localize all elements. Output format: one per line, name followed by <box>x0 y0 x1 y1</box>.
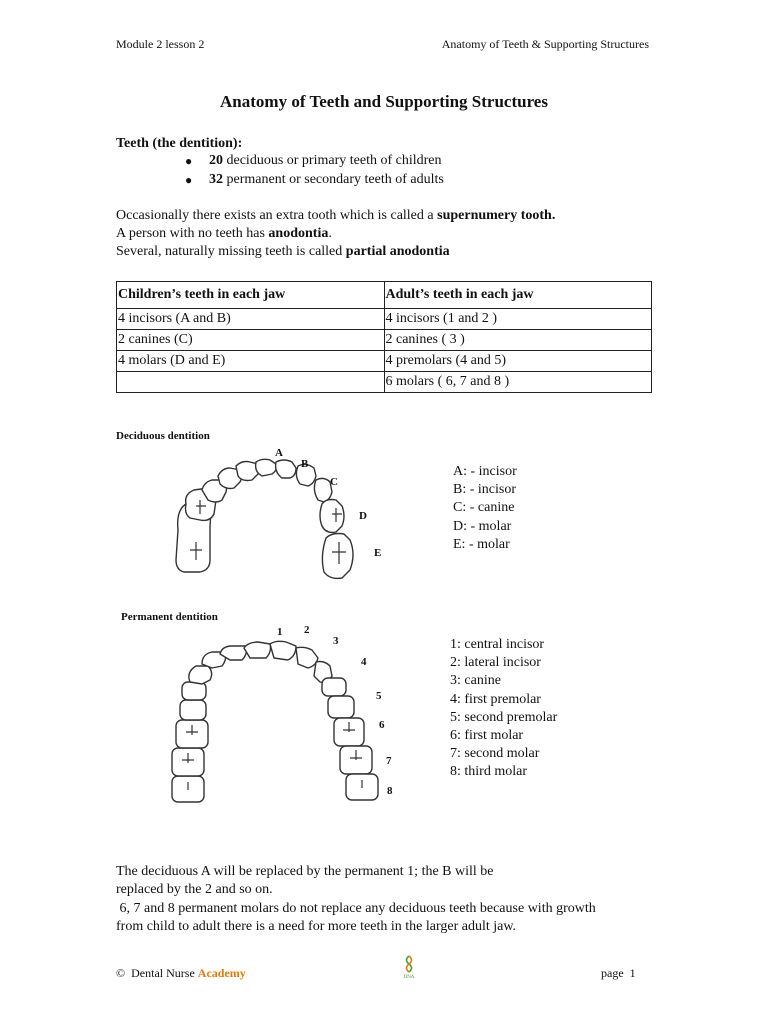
table-cell: 4 molars (D and E) <box>117 351 385 372</box>
molar-tooth <box>322 534 353 579</box>
deciduous-legend <box>453 463 517 554</box>
paragraph-line: The deciduous A will be replaced by the permanent 1; the B will be <box>116 864 494 879</box>
tooth-number-1: 1 <box>277 626 283 638</box>
paragraph-line: from child to adult there is a need for more teeth in the larger adult jaw. <box>116 918 517 934</box>
deciduous-dentition-label: Deciduous dentition <box>116 430 210 442</box>
legend-item: A: - incisor <box>453 464 517 479</box>
premolar-tooth <box>180 700 206 720</box>
dna-logo-icon <box>398 955 420 979</box>
legend-item: 5: second premolar <box>450 709 558 725</box>
bullet-text: deciduous or primary teeth of children <box>223 153 442 168</box>
tooth-number-4: 4 <box>361 656 367 668</box>
paragraph-text: Occasionally there exists an extra tooth which is called a <box>116 208 438 223</box>
legend-item: C: - canine <box>453 500 515 516</box>
paragraph-line: 6, 7 and 8 permanent molars do not replace any deciduous teeth because with growth <box>116 900 596 916</box>
footer-page <box>601 966 636 981</box>
dentition-heading: Teeth (the dentition): <box>116 136 243 151</box>
bullet-icon: ● <box>185 154 193 168</box>
legend-item: D: - molar <box>453 518 512 534</box>
legend-item: B: - incisor <box>453 482 516 498</box>
list-item <box>185 171 444 189</box>
premolar-tooth <box>322 678 346 696</box>
incisor-tooth <box>244 642 271 658</box>
legend-item: 7: second molar <box>450 746 540 762</box>
footer-brand <box>116 966 246 981</box>
table-row <box>117 309 652 330</box>
closing-paragraph <box>116 863 676 936</box>
tooth-number-3: 3 <box>333 635 339 647</box>
paragraph-text: Several, naturally missing teeth is called <box>116 244 346 259</box>
table-cell <box>117 372 385 393</box>
table-row <box>117 372 652 393</box>
bullet-number: 20 <box>209 153 223 168</box>
table-header-cell: Adult’s teeth in each jaw <box>384 282 652 309</box>
tooth-number-8: 8 <box>387 785 393 797</box>
table-row <box>117 351 652 372</box>
copyright-symbol: © <box>116 966 126 980</box>
legend-item: E: - molar <box>453 536 510 552</box>
logo-text: DNA <box>403 975 415 979</box>
page-title: Anatomy of Teeth and Supporting Structures <box>220 92 548 111</box>
premolar-tooth <box>328 696 354 718</box>
header-module: Module 2 lesson 2 <box>116 37 205 51</box>
tooth-number-7: 7 <box>386 755 392 767</box>
tooth-letter-e: E <box>374 547 382 559</box>
legend-item: 1: central incisor <box>450 637 545 652</box>
tooth-letter-c: C <box>330 476 338 488</box>
table-header-row <box>117 282 652 309</box>
legend-item: 8: third molar <box>450 764 527 780</box>
legend-item: 2: lateral incisor <box>450 655 541 671</box>
paragraph-line: replaced by the 2 and so on. <box>116 882 273 898</box>
table-cell: 2 canines (C) <box>117 330 385 351</box>
table-cell: 6 molars ( 6, 7 and 8 ) <box>384 372 652 393</box>
incisor-tooth <box>296 647 318 668</box>
permanent-dentition-diagram <box>150 620 410 810</box>
tooth-letter-b: B <box>301 458 309 470</box>
list-item <box>185 152 441 170</box>
page-label: page <box>601 966 630 980</box>
deciduous-dentition-diagram <box>160 440 400 590</box>
paragraph-term: supernumery tooth. <box>437 208 556 223</box>
legend-item: 3: canine <box>450 673 501 689</box>
legend-item: 6: first molar <box>450 728 524 744</box>
brand-accent: Academy <box>197 966 246 980</box>
tooth-letter-a: A <box>275 447 283 459</box>
premolar-tooth <box>182 682 206 700</box>
bullet-icon: ● <box>185 173 193 187</box>
paragraph-text: . <box>328 226 332 241</box>
table-header-cell: Children’s teeth in each jaw <box>117 282 385 309</box>
table-cell: 4 incisors (1 and 2 ) <box>384 309 652 330</box>
paragraph-anodontia <box>116 225 332 243</box>
molar-tooth <box>320 500 344 533</box>
page-number: 1 <box>629 966 636 980</box>
table-row <box>117 330 652 351</box>
incisor-tooth <box>270 641 296 660</box>
tooth-letter-d: D <box>359 510 367 522</box>
paragraph-supernumery <box>116 207 555 225</box>
incisor-tooth <box>256 459 277 476</box>
bullet-number: 32 <box>209 172 223 187</box>
paragraph-text: A person with no teeth has <box>116 226 269 241</box>
incisor-tooth <box>276 460 296 478</box>
teeth-per-jaw-table <box>116 281 652 393</box>
table-cell: 2 canines ( 3 ) <box>384 330 652 351</box>
paragraph-term: partial anodontia <box>345 244 450 259</box>
bullet-text: permanent or secondary teeth of adults <box>223 172 444 187</box>
legend-item: 4: first premolar <box>450 691 541 707</box>
canine-tooth <box>189 666 212 684</box>
table-cell: 4 premolars (4 and 5) <box>384 351 652 372</box>
table-cell: 4 incisors (A and B) <box>117 309 385 330</box>
header-topic: Anatomy of Teeth & Supporting Structures <box>441 37 649 51</box>
permanent-legend <box>450 636 557 782</box>
tooth-number-5: 5 <box>376 690 382 702</box>
permanent-dentition-label: Permanent dentition <box>121 611 218 623</box>
paragraph-term: anodontia <box>268 226 329 241</box>
brand-name: Dental Nurse <box>131 966 198 980</box>
tooth-number-6: 6 <box>379 719 385 731</box>
paragraph-partial-anodontia <box>116 243 450 261</box>
tooth-number-2: 2 <box>304 624 310 636</box>
